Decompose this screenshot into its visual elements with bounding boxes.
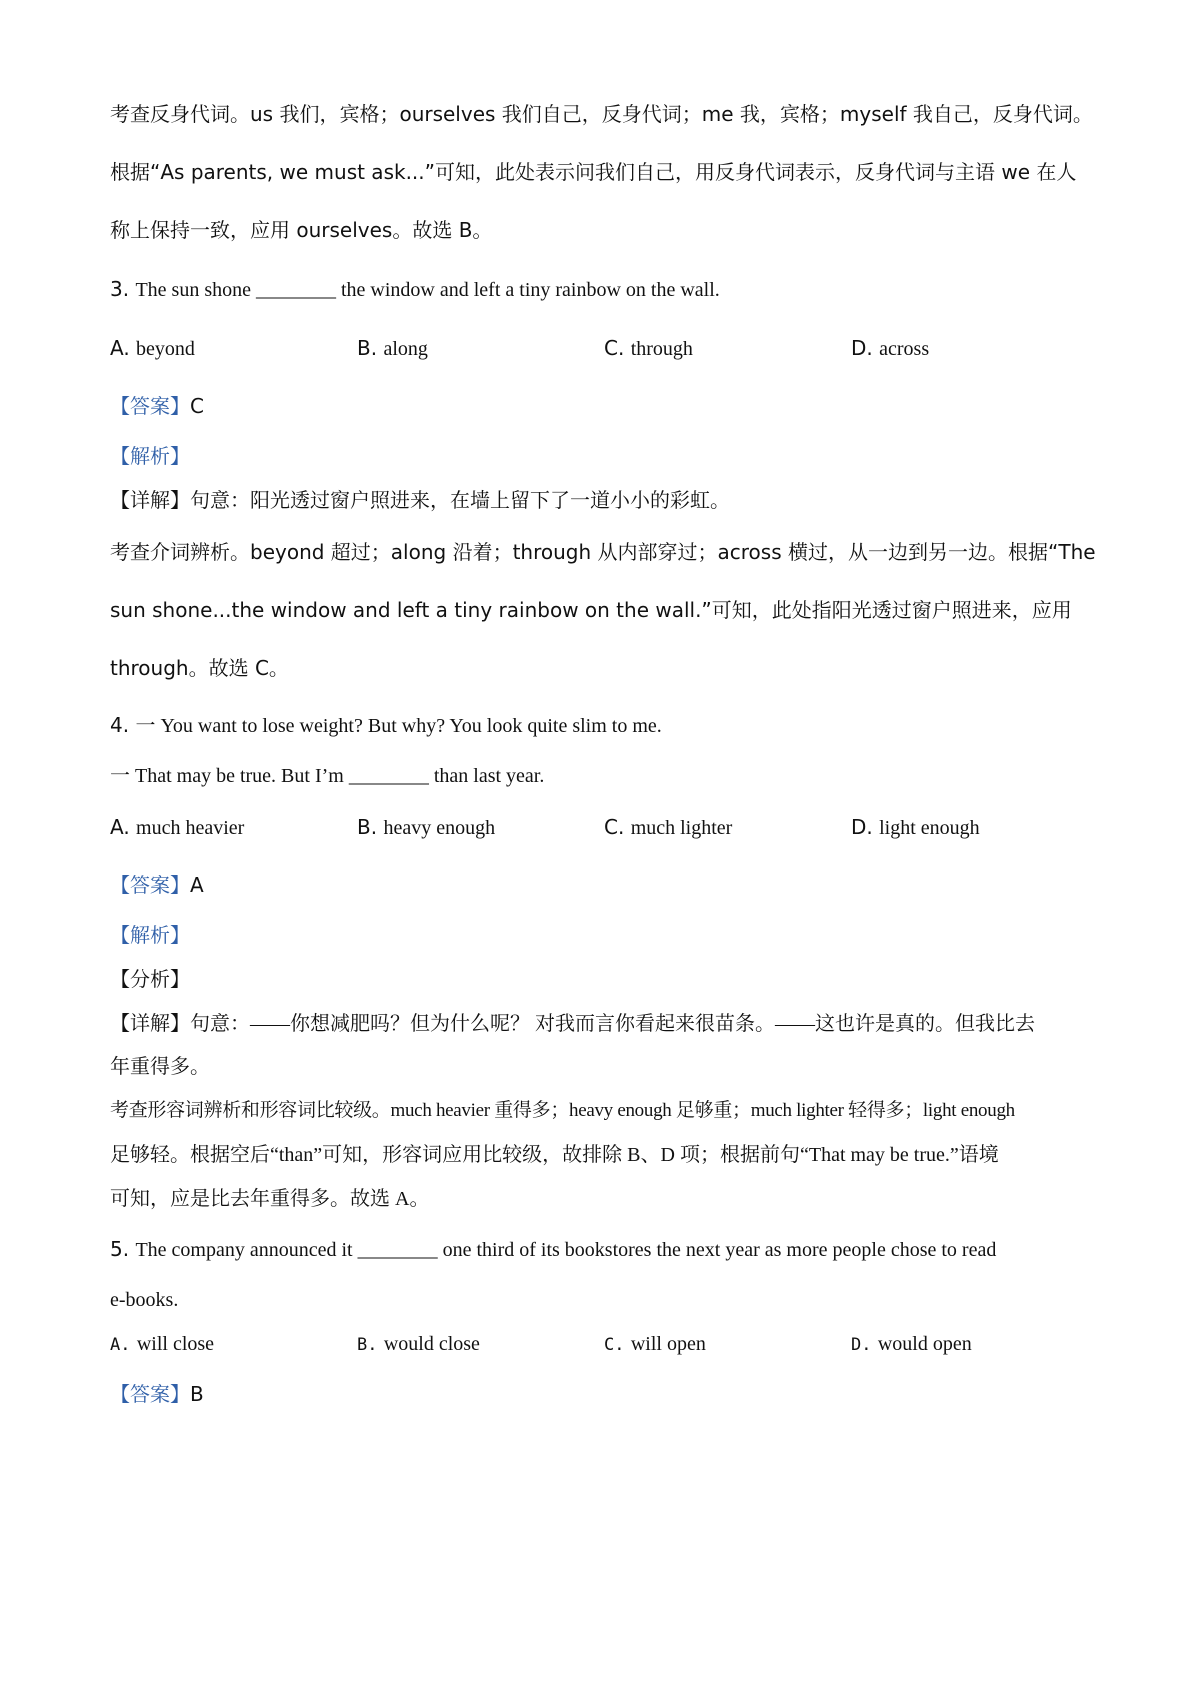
q2-explain-line-1: 考查反身代词。us 我们，宾格；ourselves 我们自己，反身代词；me 我，宾格；myself 我自己，反身代词。 (110, 102, 1093, 126)
option-text: will open (630, 1333, 706, 1355)
answer-value: A (190, 873, 204, 897)
q2-explain-line-2: 根据“As parents, we must ask...”可知，此处表示问我们自己，用反身代词表示，反身代词与主语 we 在人 (110, 160, 1077, 184)
option-text: through (630, 338, 693, 360)
q4-option-c (604, 813, 732, 842)
q4-explain-line-3: 可知，应是比去年重得多。故选 A。 (110, 1188, 430, 1210)
option-letter: C. (604, 1335, 625, 1355)
q3-answer (110, 392, 204, 420)
option-text: heavy enough (383, 817, 496, 839)
detail-tag: 【详解】 (110, 1011, 190, 1035)
q4-number: 4. (110, 713, 130, 737)
q4-explain-line-1: 考查形容词辨析和形容词比较级。much heavier 重得多；heavy enough 足够重；much lighter 轻得多；light enough (110, 1100, 1015, 1121)
q4-explain-line-2: 足够轻。根据空后“than”可知，形容词应用比较级，故排除 B、D 项；根据前句“That may be true.”语境 (110, 1144, 999, 1166)
option-letter: A. (110, 336, 130, 360)
q5-option-d (851, 1329, 972, 1359)
option-letter: C. (604, 815, 625, 839)
option-letter: D. (851, 336, 873, 360)
option-letter: B. (357, 815, 378, 839)
option-text: beyond (136, 338, 195, 360)
q3-analysis-tag: 【解析】 (110, 444, 190, 468)
q4-fenxi-tag: 【分析】 (110, 967, 190, 991)
q3-option-b (357, 334, 428, 363)
option-letter: B. (357, 1335, 378, 1355)
option-text: would close (383, 1333, 480, 1355)
detail-tag: 【详解】 (110, 488, 190, 512)
q5-question (110, 1235, 996, 1264)
q4-analysis-tag: 【解析】 (110, 923, 190, 947)
q3-question (110, 275, 720, 304)
q3-number: 3. (110, 277, 130, 301)
q3-explain-line-3: through。故选 C。 (110, 656, 289, 680)
q3-explain-line-1: 考查介词辨析。beyond 超过；along 沿着；through 从内部穿过；across 横过，从一边到另一边。根据“The (110, 540, 1096, 564)
q3-option-a (110, 334, 195, 363)
q4-stem-1: 一 You want to lose weight? But why? You look quite slim to me. (135, 715, 662, 737)
q4-detail-line-1 (110, 1009, 1035, 1038)
q3-detail (110, 486, 730, 515)
option-letter: D. (851, 1335, 872, 1355)
q3-stem: The sun shone ________ the window and left a tiny rainbow on the wall. (135, 279, 720, 301)
q3-explain-line-2: sun shone...the window and left a tiny rainbow on the wall.”可知，此处指阳光透过窗户照进来，应用 (110, 598, 1072, 622)
q3-option-d (851, 334, 929, 363)
answer-tag: 【答案】 (110, 394, 190, 418)
q5-option-a (110, 1329, 214, 1359)
q4-answer (110, 871, 204, 899)
q4-option-d (851, 813, 980, 842)
q3-option-c (604, 334, 693, 363)
answer-tag: 【答案】 (110, 1382, 190, 1406)
answer-value: B (190, 1382, 204, 1406)
q5-option-c (604, 1329, 706, 1359)
answer-tag: 【答案】 (110, 873, 190, 897)
q4-detail-line-2: 年重得多。 (110, 1056, 210, 1078)
detail-text: 句意：——你想减肥吗？但为什么呢？ 对我而言你看起来很苗条。——这也许是真的。但我比去 (190, 1013, 1035, 1035)
q5-stem-1: The company announced it ________ one third of its bookstores the next year as more people chose to read (135, 1239, 997, 1261)
option-text: light enough (879, 817, 980, 839)
q5-number: 5. (110, 1237, 130, 1261)
q4-option-b (357, 813, 495, 842)
option-letter: D. (851, 815, 873, 839)
option-letter: B. (357, 336, 378, 360)
option-text: would open (877, 1333, 972, 1355)
option-letter: A. (110, 1335, 131, 1355)
q4-option-a (110, 813, 244, 842)
option-text: much lighter (630, 817, 733, 839)
detail-text: 句意：阳光透过窗户照进来，在墙上留下了一道小小的彩虹。 (190, 490, 730, 512)
answer-value: C (190, 394, 204, 418)
option-text: along (383, 338, 428, 360)
q5-option-b (357, 1329, 480, 1359)
q4-question (110, 711, 662, 740)
option-letter: C. (604, 336, 625, 360)
option-text: across (879, 338, 930, 360)
q2-explain-line-3: 称上保持一致，应用 ourselves。故选 B。 (110, 218, 493, 242)
q4-stem-2: 一 That may be true. But I’m ________ than last year. (110, 765, 545, 787)
option-letter: A. (110, 815, 130, 839)
q5-answer (110, 1380, 204, 1408)
q5-stem-2: e-books. (110, 1289, 179, 1311)
option-text: will close (136, 1333, 215, 1355)
option-text: much heavier (136, 817, 245, 839)
